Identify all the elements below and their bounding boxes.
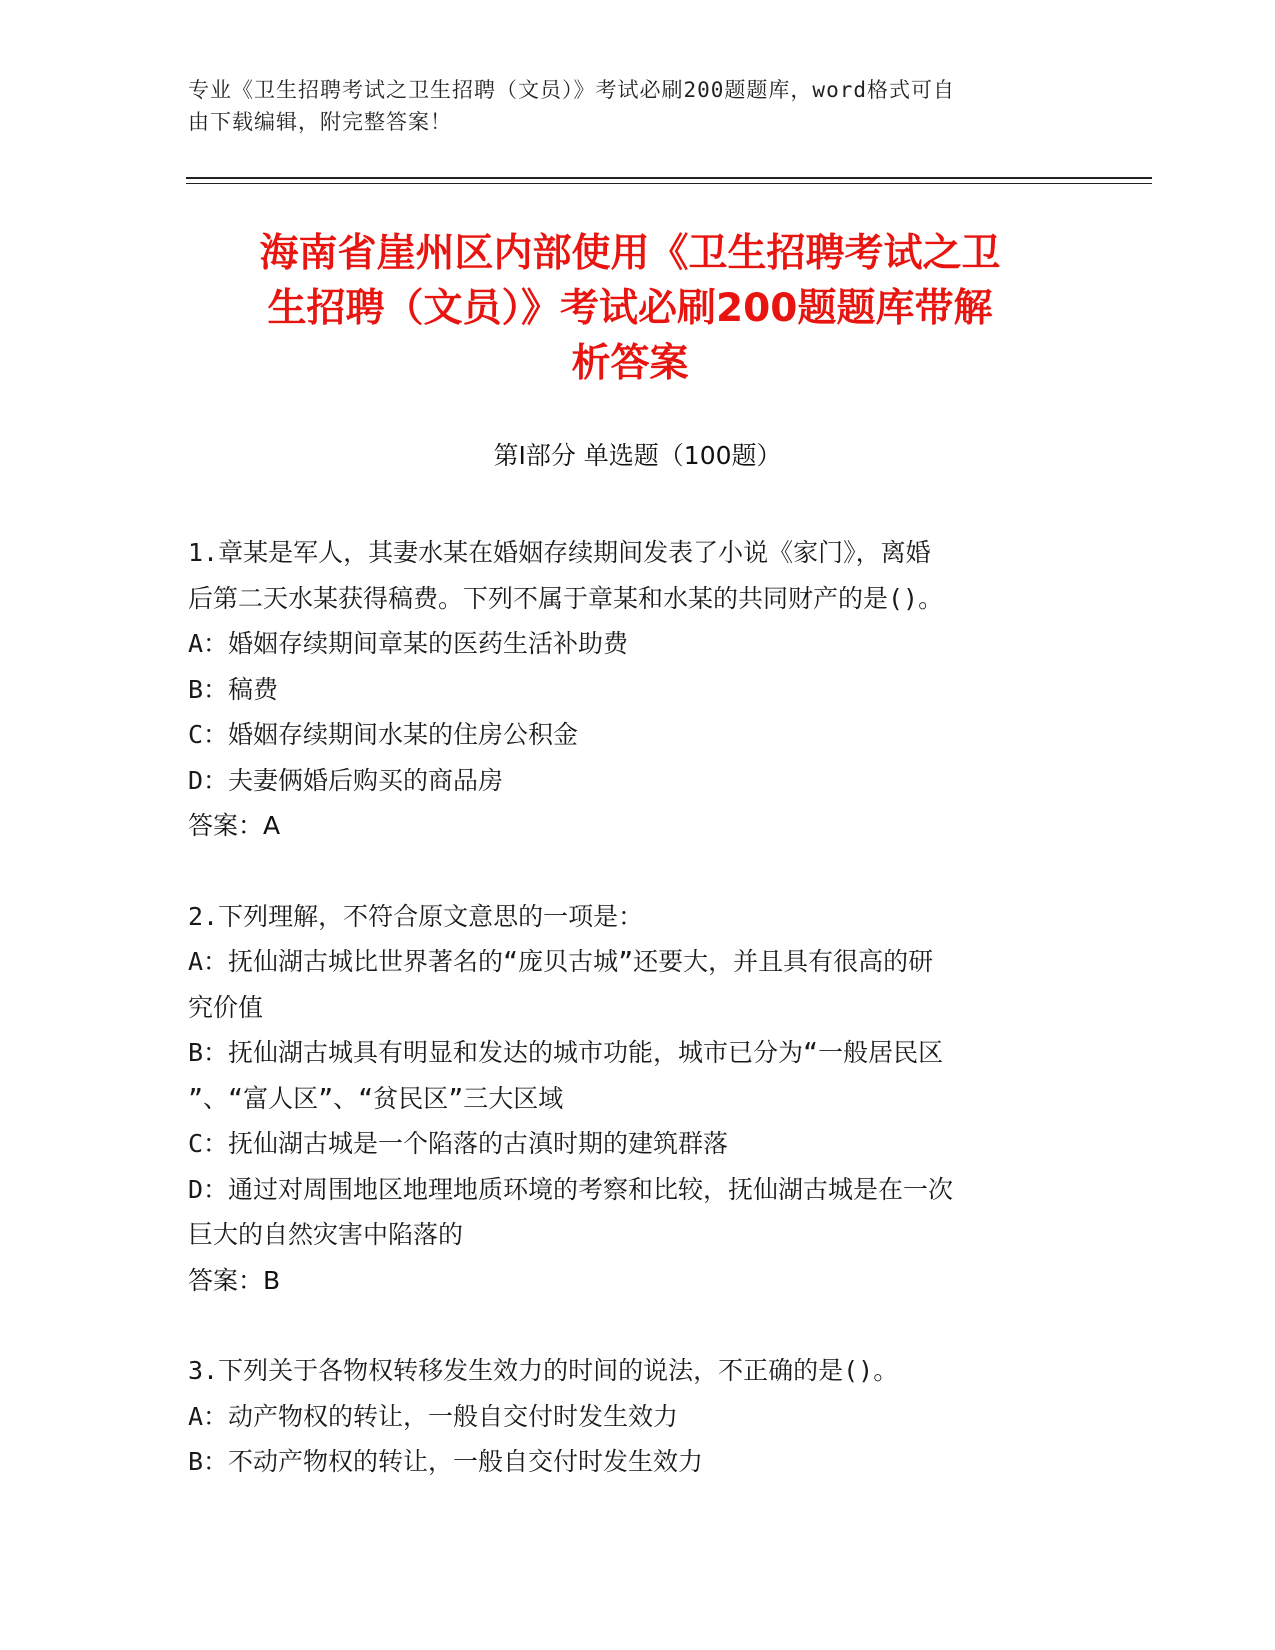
answer-option: ”、“富人区”、“贫民区”三大区域: [188, 1083, 564, 1113]
answer-option: C：抚仙湖古城是一个陷落的古滇时期的建筑群落: [188, 1129, 729, 1158]
question-item: [188, 530, 1088, 849]
header-divider-thin: [186, 183, 1152, 184]
answer-option: 究价值: [188, 992, 264, 1022]
question-list: [188, 530, 1088, 1530]
header-note: [188, 74, 1068, 138]
answer-option: A：婚姻存续期间章某的医药生活补助费: [188, 629, 629, 658]
question-stem: 后第二天水某获得稿费。下列不属于章某和水某的共同财产的是()。: [188, 583, 944, 613]
question-stem: 3.下列关于各物权转移发生效力的时间的说法，不正确的是()。: [188, 1356, 899, 1385]
title-line: 海南省崖州区内部使用《卫生招聘考试之卫: [259, 231, 1001, 276]
header-note-line: 专业《卫生招聘考试之卫生招聘（文员）》考试必刷200题题库，word格式可自: [188, 78, 955, 102]
question-item: [188, 894, 1088, 1304]
correct-answer: 答案：B: [188, 1265, 281, 1295]
answer-option: 巨大的自然灾害中陷落的: [188, 1220, 464, 1249]
answer-option: B：不动产物权的转让，一般自交付时发生效力: [188, 1447, 704, 1476]
answer-option: B：抚仙湖古城具有明显和发达的城市功能，城市已分为“一般居民区: [188, 1038, 944, 1067]
section-heading: 第Ⅰ部分 单选题（100题）: [493, 441, 782, 470]
header-divider: [186, 177, 1152, 179]
question-stem: 2.下列理解，不符合原文意思的一项是：: [188, 901, 644, 931]
answer-option: C：婚姻存续期间水某的住房公积金: [188, 720, 579, 749]
title-line: 析答案: [571, 341, 689, 386]
answer-option: D：夫妻俩婚后购买的商品房: [188, 765, 504, 795]
header-note-line: 由下载编辑，附完整答案！: [188, 110, 452, 134]
title-line: 生招聘（文员）》考试必刷200题题库带解: [267, 286, 993, 331]
question-stem: 1.章某是军人，其妻水某在婚姻存续期间发表了小说《家门》，离婚: [188, 538, 931, 567]
answer-option: A：动产物权的转让，一般自交付时发生效力: [188, 1401, 679, 1431]
answer-option: A：抚仙湖古城比世界著名的“庞贝古城”还要大，并且具有很高的研: [188, 947, 934, 976]
correct-answer: 答案：A: [188, 811, 281, 840]
answer-option: B：稿费: [188, 674, 279, 704]
document-title: [170, 226, 1090, 391]
question-item: [188, 1348, 1088, 1485]
answer-option: D：通过对周围地区地理地质环境的考察和比较，抚仙湖古城是在一次: [188, 1174, 954, 1204]
